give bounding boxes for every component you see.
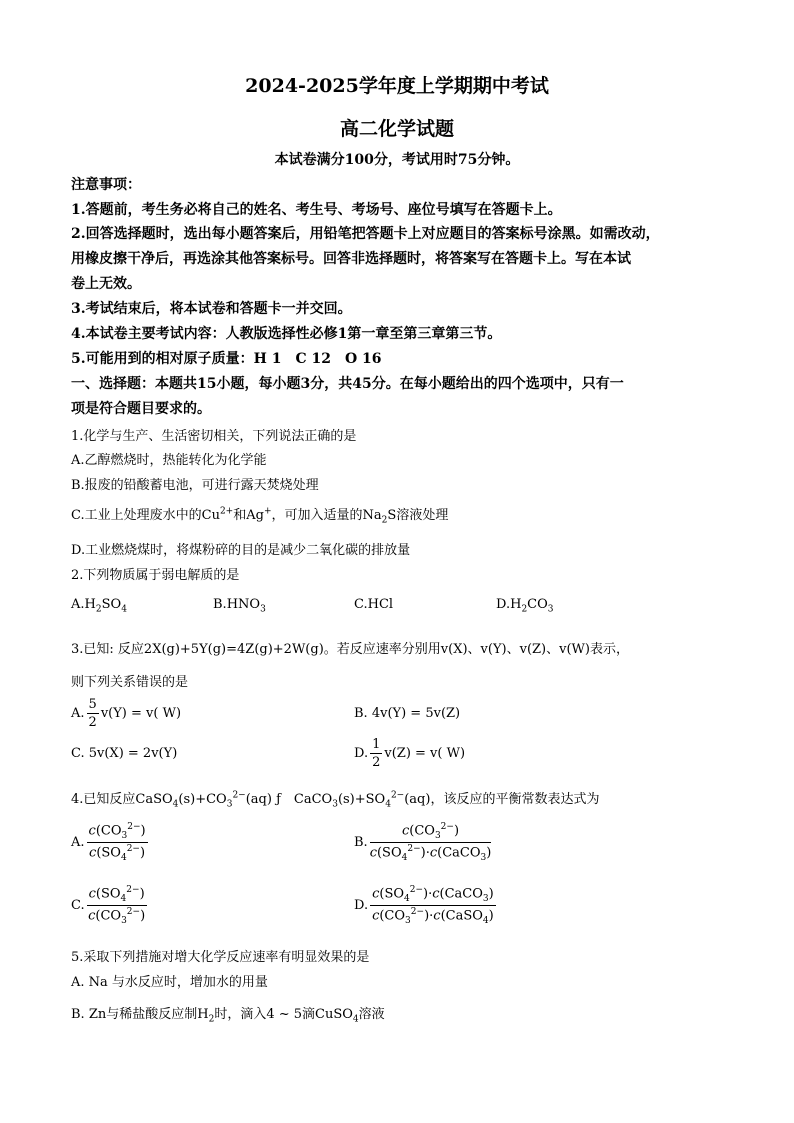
question-2-option-a: $A.H_2SO_4$: [71, 597, 127, 615]
question-4-option-a: A. $\frac{c(CO_3^{2-})}{c(SO_4^{2-})}$: [71, 822, 146, 863]
question-2-option-b: $B.HNO_3$: [213, 597, 266, 615]
question-1-option-d: D.工业燃烧煤时，将煤粉碎的目的是减少二氧化碳的排放量: [71, 543, 411, 558]
exam-subject: 高二化学试题: [339, 118, 454, 140]
question-4-option-b: B. $c(CO_3^{2-})$ $c(SO_4^{2-})\cdot c(CaCO_3)$: [354, 822, 492, 863]
exam-info: 本试卷满分100分，考试用时75分钟。: [274, 152, 520, 168]
question-1-option-b: B.报废的铅酸蓄电池，可进行露天焚烧处理: [71, 478, 319, 493]
notice-item: 用橡皮擦干净后，再选涂其他答案标号。回答非选择题时，将答案写在答题卡上。写在本试: [71, 251, 631, 267]
notice-item: 3.考试结束后，将本试卷和答题卡一并交回。: [71, 301, 352, 317]
notice-item: 2.回答选择题时，选出每小题答案后，用铅笔把答题卡上对应题目的答案标号涂黑。如需改动，: [71, 226, 660, 242]
question-2-option-c: C.HCl: [354, 597, 394, 612]
question-5-option-a: A. Na 与水反应时，增加水的用量: [71, 975, 268, 990]
question-4-stem: 4.已知反应$CaSO_4(s)+CO_3^{2-}(aq)$ ƒ $CaCO_3(s)+SO_4^{2-}(aq)$，该反应的平衡常数表达式为: [71, 790, 600, 810]
question-2-option-d: $D.H_2CO_3$: [496, 597, 554, 615]
section-heading: 一、选择题：本题共15小题，每小题3分，共45分。在每小题给出的四个选项中，只有一: [71, 376, 624, 392]
question-3-option-c: C. 5v(X) = 2v(Y): [71, 746, 178, 761]
notice-heading: 注意事项：: [71, 177, 141, 193]
question-4-option-d: D. $c(SO_4^{2-})\cdot c(CaCO_3)$ $c(CO_3^{2-})\cdot c(CaSO_4)$: [354, 885, 494, 926]
question-3-option-d: D. $\frac{1}{2}$ v(Z) = v( W): [354, 737, 466, 770]
exam-title: 2024-2025学年度上学期期中考试: [245, 75, 549, 97]
notice-item: 1.答题前，考生务必将自己的姓名、考生号、考场号、座位号填写在答题卡上。: [71, 202, 562, 218]
question-1-stem: 1.化学与生产、生活密切相关，下列说法正确的是: [71, 429, 357, 444]
question-4-option-c: C. $\frac{c(SO_4^{2-})}{c(CO_3^{2-})}$: [71, 885, 146, 926]
question-5-stem: 5.采取下列措施对增大化学反应速率有明显效果的是: [71, 950, 370, 965]
question-3-option-b: B. 4v(Y) = 5v(Z): [354, 706, 461, 721]
question-1-option-a: A.乙醇燃烧时，热能转化为化学能: [71, 453, 267, 468]
question-3-option-a: A. $\frac{5}{2}$ v(Y) = v( W): [71, 697, 182, 730]
notice-item: 卷上无效。: [71, 276, 141, 292]
notice-item: 4.本试卷主要考试内容：人教版选择性必修1第一章至第三章第三节。: [71, 326, 502, 342]
notice-item: 5.可能用到的相对原子质量：H 1 C 12 O 16: [71, 351, 382, 367]
question-2-stem: 2.下列物质属于弱电解质的是: [71, 568, 240, 583]
question-3-stem-cont: 则下列关系错误的是: [71, 675, 189, 690]
question-3-stem: 3.已知: 反应2X(g)+5Y(g)=4Z(g)+2W(g)。若反应速率分别用v(X)、v(Y)、v(Z)、v(W)表示，: [71, 642, 629, 657]
question-5-option-b: B. Zn与稀盐酸反应制$H_2$时，滴入4 ~ 5滴CuSO$_4$溶液: [71, 1007, 385, 1025]
question-1-option-c: C.工业上处理废水中的$Cu^{2+}$和Ag+，可加入适量的$Na_2S$溶液处理: [71, 506, 449, 526]
section-heading-cont: 项是符合题目要求的。: [71, 401, 211, 417]
